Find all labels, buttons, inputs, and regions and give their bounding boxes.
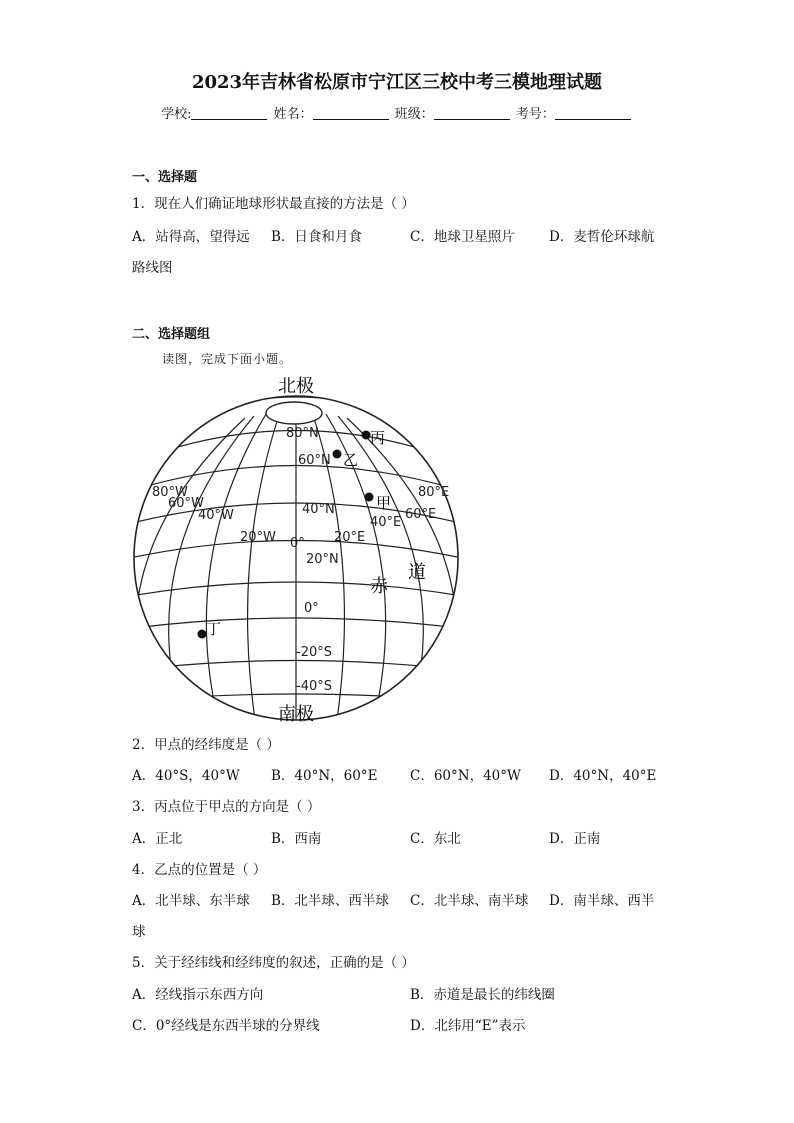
exam-number-blank xyxy=(555,107,631,120)
name-label: 姓名： xyxy=(273,107,313,122)
question-4-option-d: D．南半球、西半 xyxy=(549,893,655,909)
section-2-heading: 二、选择题组 xyxy=(132,327,211,342)
question-4-option-b: B．北半球、西半球 xyxy=(271,893,389,909)
question-3-option-b: B．西南 xyxy=(271,831,322,847)
latitude-label-0: 0° xyxy=(304,601,319,616)
longitude-label-20w: 20°W xyxy=(240,530,276,545)
name-blank xyxy=(313,107,389,120)
question-2-option-a: A．40°S，40°W xyxy=(132,768,240,784)
latitude-label-40n: 40°N xyxy=(302,502,335,517)
question-2-option-c: C．60°N，40°W xyxy=(410,768,521,784)
prime-meridian-label: 0° xyxy=(290,536,305,551)
point-jia-label: 甲 xyxy=(376,494,392,512)
longitude-label-60e: 60°E xyxy=(405,507,437,522)
class-label: 班级： xyxy=(394,107,434,122)
question-2-option-b: B．40°N，60°E xyxy=(271,768,378,784)
exam-number-label: 考号： xyxy=(515,107,555,122)
meridian-line xyxy=(206,414,266,720)
exam-title: 2023年吉林省松原市宁江区三校中考三模地理试题 xyxy=(191,72,603,93)
longitude-label-20e: 20°E xyxy=(334,530,366,545)
question-5-option-b: B．赤道是最长的纬线圈 xyxy=(410,987,555,1003)
equator-char-1: 赤 xyxy=(370,576,388,597)
point-ding-label: 丁 xyxy=(206,620,222,638)
longitude-label-60w: 60°W xyxy=(168,496,204,511)
point-yi-label: 乙 xyxy=(343,451,359,469)
question-4-option-d-wrap: 球 xyxy=(132,924,146,940)
question-1-option-d: D．麦哲伦环球航 xyxy=(549,229,655,245)
question-5-stem: 5．关于经纬线和经纬度的叙述，正确的是（ ） xyxy=(132,955,415,971)
latitude-label-60n: 60°N xyxy=(298,453,331,468)
question-1-stem: 1．现在人们确证地球形状最直接的方法是（ ） xyxy=(132,196,415,212)
student-info-line xyxy=(0,103,794,122)
question-5-option-d: D．北纬用“E”表示 xyxy=(410,1018,526,1034)
section-1-heading: 一、选择题 xyxy=(132,170,198,185)
point-jia-marker xyxy=(365,493,374,502)
longitude-label-40w: 40°W xyxy=(198,508,234,523)
equator-char-2: 道 xyxy=(408,562,426,583)
question-3-stem: 3．丙点位于甲点的方向是（ ） xyxy=(132,799,321,815)
school-label: 学校: xyxy=(161,107,192,122)
school-blank xyxy=(191,107,267,120)
latitude-label-80n: 80°N xyxy=(286,426,319,441)
question-3-option-d: D．正南 xyxy=(549,831,601,847)
north-pole-label: 北极 xyxy=(278,376,314,397)
meridian-line xyxy=(347,418,457,720)
meridian-line xyxy=(135,418,245,720)
question-3-option-c: C．东北 xyxy=(410,831,461,847)
question-5-option-c: C．0°经线是东西半球的分界线 xyxy=(132,1018,320,1034)
meridian-line xyxy=(248,412,280,720)
polar-cap xyxy=(266,402,322,424)
point-yi-marker xyxy=(333,450,342,459)
class-blank xyxy=(434,107,510,120)
point-bing-label: 丙 xyxy=(370,429,386,447)
question-4-option-c: C．北半球、南半球 xyxy=(410,893,529,909)
question-1-option-b: B．日食和月食 xyxy=(271,229,362,245)
question-4-stem: 4．乙点的位置是（ ） xyxy=(132,862,267,878)
longitude-label-80w: 80°W xyxy=(152,485,188,500)
question-1-option-d-wrap: 路线图 xyxy=(132,260,173,276)
latitude-label-40s: -40°S xyxy=(296,679,332,694)
longitude-label-80e: 80°E xyxy=(418,485,450,500)
reading-instruction: 读图，完成下面小题。 xyxy=(162,352,293,366)
globe-figure xyxy=(120,368,480,728)
latitude-label-20s: -20°S xyxy=(296,645,332,660)
question-5-option-a: A．经线指示东西方向 xyxy=(132,987,264,1003)
latitude-label-20n: 20°N xyxy=(306,552,339,567)
question-4-option-a: A．北半球、东半球 xyxy=(132,893,250,909)
longitude-label-40e: 40°E xyxy=(370,515,402,530)
question-2-stem: 2．甲点的经纬度是（ ） xyxy=(132,737,280,753)
question-1-option-c: C．地球卫星照片 xyxy=(410,229,515,245)
question-1-option-a: A．站得高，望得远 xyxy=(132,229,250,245)
south-pole-label: 南极 xyxy=(278,704,314,725)
question-3-option-a: A．正北 xyxy=(132,831,183,847)
question-2-option-d: D．40°N，40°E xyxy=(549,768,657,784)
